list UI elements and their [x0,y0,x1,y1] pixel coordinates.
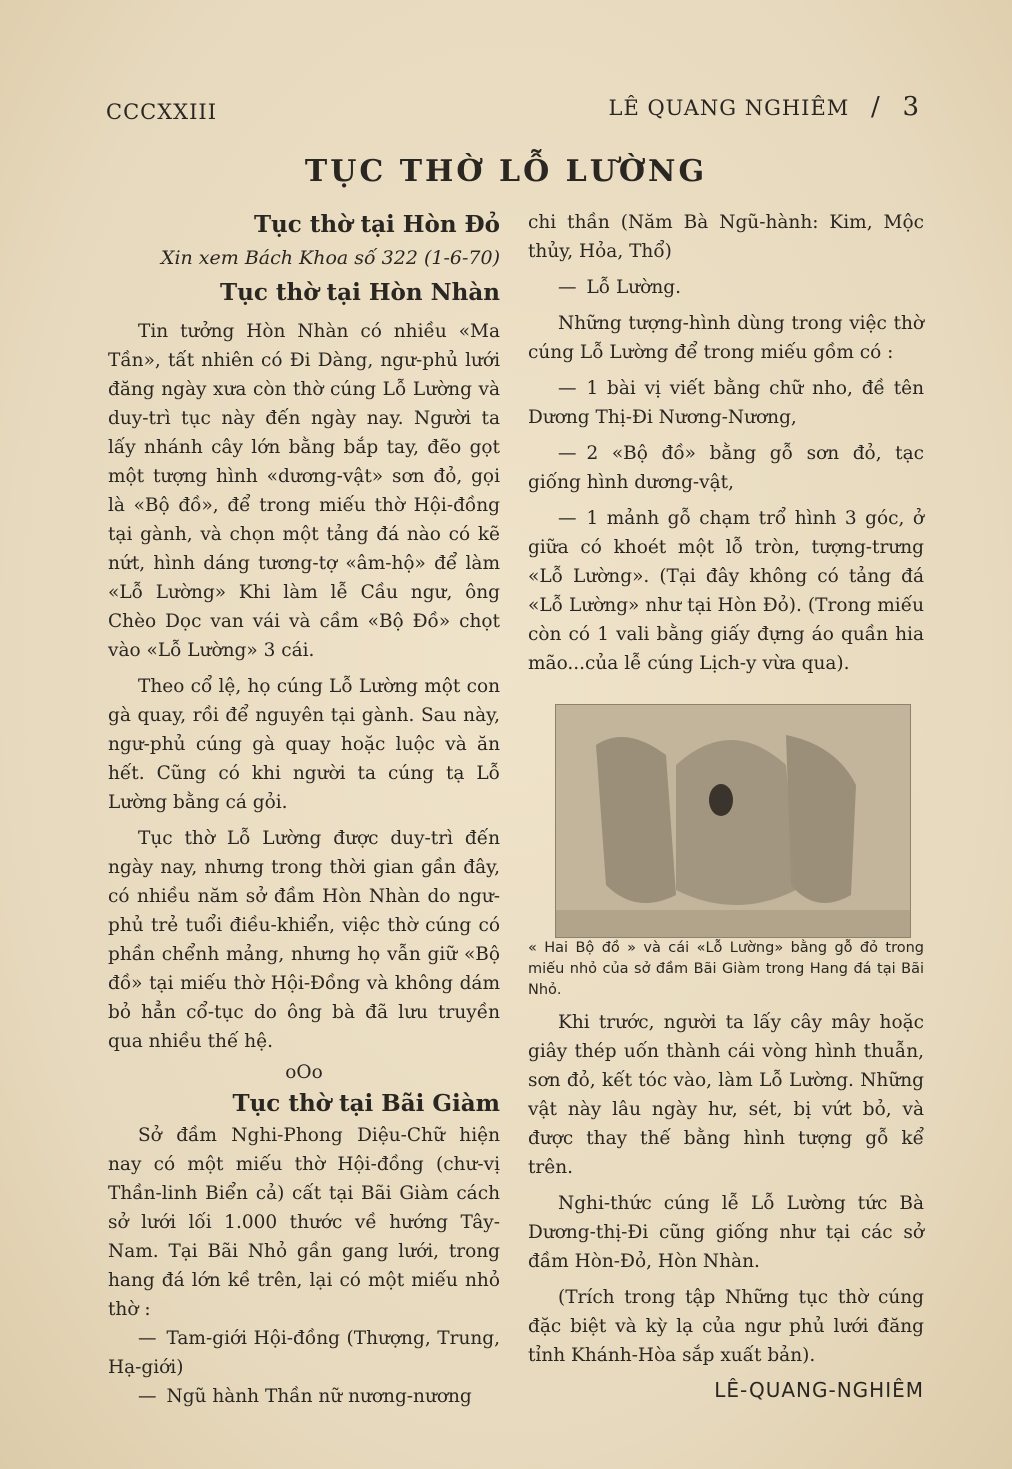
list-item-text: Lỗ Lường. [586,277,681,298]
list-item [528,504,924,678]
source-note: (Trích trong tập Những tục thờ cúng đặc biệt và kỳ lạ của ngư phủ lưới đăng tỉnh Khánh-Hòa sắp xuất bản). [528,1287,924,1366]
paragraph: Sở đầm Nghi-Phong Diệu-Chữ hiện nay có một miếu thờ Hội-đồng (chư-vị Thần-linh Biển cả) cất tại Bãi Giàm cách sở lưới lối 1.000 thước về hướng Tây-Nam. Tại Bãi Nhỏ gần gang lưới, trong hang đá lớn kề trên, lại có một miếu nhỏ thờ : [108,1125,500,1320]
dash: — [138,1328,157,1349]
list-item-text: Ngũ hành Thần nữ nương-nương [166,1386,472,1407]
right-column [528,208,924,1405]
paragraph: Tin tưởng Hòn Nhàn có nhiều «Ma Tần», tất nhiên có Đi Dàng, ngư-phủ lưới đăng ngày xưa còn thờ cúng Lỗ Lường và duy-trì tục này đến ngày nay. Người ta lấy nhánh cây lớn bằng bắp tay, đẽo gọt một tượng hình «dương-vật» sơn đỏ, gọi là «Bộ đồ», để trong miếu thờ Hội-đồng tại gành, và chọn một tảng đá nào có kẽ nứt, hình dáng tương-tợ «âm-hộ» để làm «Lỗ Lường» Khi làm lễ Cầu ngư, ông Chèo Dọc van vái và cầm «Bộ Đồ» chọt vào «Lỗ Lường» 3 cái. [108,321,500,661]
section-title-hon-nhan: Tục thờ tại Hòn Nhàn [220,279,500,306]
list-item [108,1382,500,1411]
issue-number: CCCXXIII [106,100,217,124]
list-item-text: 2 «Bộ đồ» bằng gỗ sơn đỏ, tạc giống hình dương-vật, [528,443,924,493]
list-item [108,1324,500,1382]
paragraph: Nghi-thức cúng lễ Lỗ Lường tức Bà Dương-thị-Đi cũng giống như tại các sở đầm Hòn-Đỏ, Hòn Nhàn. [528,1193,924,1272]
list-item-text: Tam-giới Hội-đồng (Thượng, Trung, Hạ-giới) [108,1328,500,1378]
left-column [108,208,500,1411]
author-signature: LÊ-QUANG-NGHIÊM [714,1378,924,1402]
paragraph: Những tượng-hình dùng trong việc thờ cúng Lỗ Lường để trong miếu gồm có : [528,313,924,363]
dash: — [558,508,577,529]
paragraph: Theo cổ lệ, họ cúng Lỗ Lường một con gà quay, rồi để nguyên tại gành. Sau này, ngư-phủ cúng gà quay hoặc luộc và ăn hết. Cũng có khi người ta cúng tạ Lỗ Lường bằng cá gỏi. [108,676,500,813]
list-item [528,273,924,302]
header-author: LÊ QUANG NGHIÊM [608,96,850,120]
list-item-text: 1 bài vị viết bằng chữ nho, đề tên Dương Thị-Đi Nương-Nương, [528,378,924,428]
list-item [528,374,924,432]
dash: — [138,1386,157,1407]
page-number: 3 [902,92,920,122]
article-title: TỤC THỜ LỖ LƯỜNG [304,154,708,189]
paragraph: Khi trước, người ta lấy cây mây hoặc giây thép uốn thành cái vòng hình thuẫn, sơn đỏ, kết tóc vào, làm Lỗ Lường. Những vật này lâu ngày hư, sét, bị vứt bỏ, và được thay thế bằng hình tượng gỗ kể trên. [528,1012,924,1178]
section-separator: oOo [285,1062,323,1083]
photo-artwork [556,705,910,937]
section-reference: Xin xem Bách Khoa số 322 (1-6-70) [160,247,500,269]
paragraph: Tục thờ Lỗ Lường được duy-trì đến ngày nay, nhưng trong thời gian gần đây, có nhiều năm sở đầm Hòn Nhàn do ngư-phủ trẻ tuổi điều-khiển, việc thờ cúng có phần chểnh mảng, nhưng họ vẫn giữ «Bộ đồ» tại miếu thờ Hội-Đồng và không dám bỏ hẳn cổ-tục do ông bà đã lưu truyền qua nhiều thế hệ. [108,828,500,1052]
list-item-text: 1 mảnh gỗ chạm trổ hình 3 góc, ở giữa có khoét một lỗ tròn, tượng-trưng «Lỗ Lường». (Tại đây không có tảng đá «Lỗ Lường» như tại Hòn Đỏ). (Trong miếu còn có 1 vali bằng giấy đựng áo quần hia mão...của lễ cúng Lịch-y vừa qua). [528,508,924,674]
dash: — [558,277,577,298]
list-item [528,439,924,497]
dash: — [558,443,577,464]
list-item-continued: chi thần (Năm Bà Ngũ-hành: Kim, Mộc thủy, Hỏa, Thổ) [528,212,924,262]
section-title-hon-do: Tục thờ tại Hòn Đỏ [253,211,500,238]
running-header [609,92,921,122]
photograph [555,704,911,938]
header-separator: / [871,92,881,122]
section-title-bai-giam: Tục thờ tại Bãi Giàm [232,1090,500,1117]
photo-caption: « Hai Bộ đồ » và cái «Lỗ Lường» bằng gỗ đỏ trong miếu nhỏ của sở đầm Bãi Giàm trong Hang đá tại Bãi Nhỏ. [528,940,924,998]
dash: — [558,378,577,399]
